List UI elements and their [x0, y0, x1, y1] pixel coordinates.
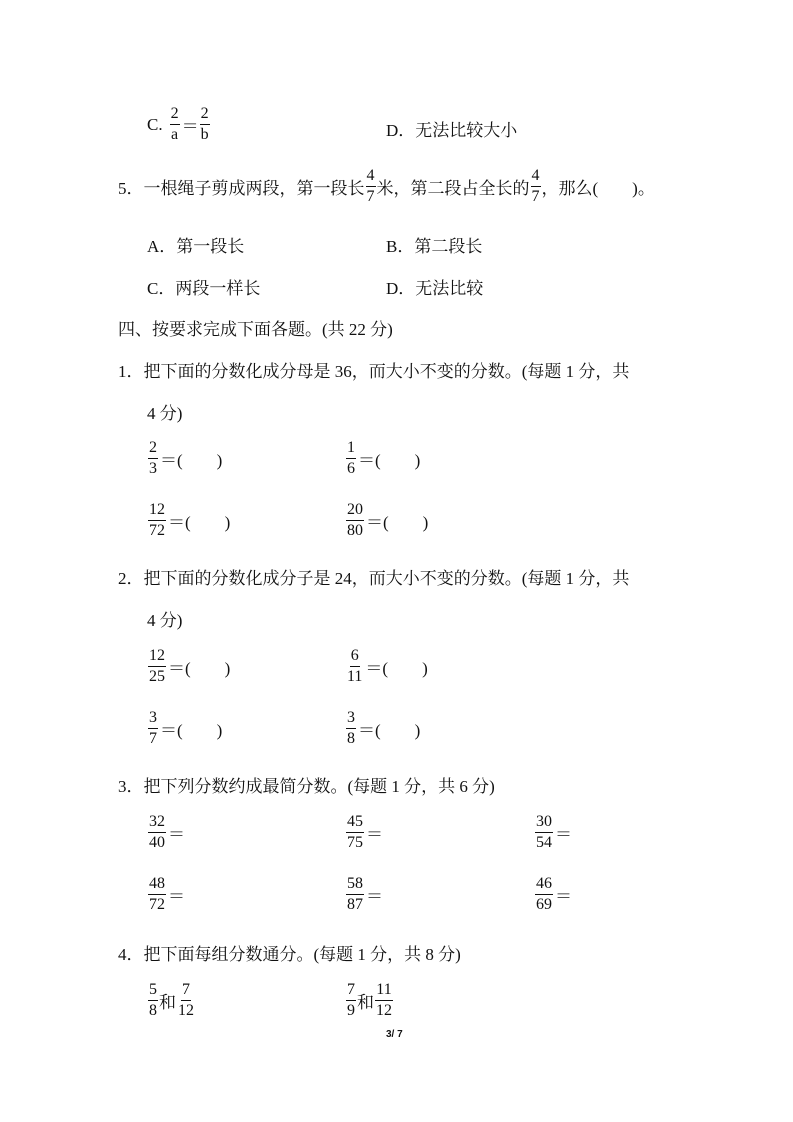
section-title: 四、按要求完成下面各题。(共 22 分): [118, 320, 393, 339]
problem-1-instruction-cont: 4 分): [147, 404, 183, 423]
p3-item: $\frac{48}{72}$ ＝: [149, 875, 185, 913]
fraction: $\frac{12}{25}$: [149, 647, 165, 685]
fraction: $\frac{3}{7}$: [149, 709, 157, 747]
fraction: $\frac{46}{69}$: [536, 875, 552, 913]
fraction: $\frac{4}{7}$: [531, 167, 540, 205]
equals-sign: ＝: [181, 117, 199, 136]
p2-item: $\frac{12}{25}$ ＝( ): [149, 647, 231, 685]
p1-item: $\frac{12}{72}$ ＝( ): [149, 501, 231, 539]
p3-item: $\frac{30}{54}$ ＝: [536, 813, 572, 851]
fraction: $\frac{45}{75}$: [347, 813, 363, 851]
fraction: $\frac{2}{3}$: [149, 439, 157, 477]
p4-group: $\frac{7}{9}$ 和 $\frac{11}{12}$: [347, 981, 392, 1019]
fraction: $\frac{2}{a}$: [170, 105, 179, 143]
q5-option-a: A．第一段长: [147, 237, 245, 256]
p1-item: $\frac{2}{3}$ ＝( ): [149, 439, 223, 477]
fraction: $\frac{11}{12}$: [376, 981, 392, 1019]
p1-item: $\frac{1}{6}$ ＝( ): [347, 439, 421, 477]
p3-item: $\frac{46}{69}$ ＝: [536, 875, 572, 913]
page-number: 3/ 7: [386, 1029, 403, 1040]
p2-item: $\frac{3}{7}$ ＝( ): [149, 709, 223, 747]
problem-1-instruction: 1．把下面的分数化成分母是 36，而大小不变的分数。(每题 1 分，共: [118, 362, 630, 381]
q5-question: 5．一根绳子剪成两段，第一段长 $\frac{4}{7}$ 米，第二段占全长的 $\frac{4}{7}$ ，那么( )。: [118, 167, 655, 205]
fraction: $\frac{48}{72}$: [149, 875, 165, 913]
fraction: $\frac{7}{12}$: [178, 981, 194, 1019]
fraction: $\frac{5}{8}$: [149, 981, 157, 1019]
p3-item: $\frac{45}{75}$ ＝: [347, 813, 383, 851]
fraction: $\frac{3}{8}$: [347, 709, 355, 747]
fraction: $\frac{4}{7}$: [366, 167, 375, 205]
p2-item: $\frac{6}{11}$ ＝( ): [347, 647, 428, 685]
problem-4-instruction: 4．把下面每组分数通分。(每题 1 分，共 8 分): [118, 945, 461, 964]
p1-item: $\frac{20}{80}$ ＝( ): [347, 501, 429, 539]
q4-option-d: D．无法比较大小: [386, 121, 518, 140]
fraction: $\frac{2}{b}$: [200, 105, 209, 143]
problem-2-instruction: 2．把下面的分数化成分子是 24，而大小不变的分数。(每题 1 分，共: [118, 569, 630, 588]
fraction: $\frac{58}{87}$: [347, 875, 363, 913]
q5-option-c: C．两段一样长: [147, 279, 261, 298]
fraction: $\frac{7}{9}$: [347, 981, 355, 1019]
option-label: C.: [147, 114, 163, 134]
p2-item: $\frac{3}{8}$ ＝( ): [347, 709, 421, 747]
problem-2-instruction-cont: 4 分): [147, 611, 183, 630]
p3-item: $\frac{32}{40}$ ＝: [149, 813, 185, 851]
q5-option-d: D．无法比较: [386, 279, 484, 298]
q5-option-b: B．第二段长: [386, 237, 483, 256]
fraction: $\frac{20}{80}$: [347, 501, 363, 539]
problem-3-instruction: 3．把下列分数约成最简分数。(每题 1 分，共 6 分): [118, 777, 495, 796]
p4-group: $\frac{5}{8}$ 和 $\frac{7}{12}$: [149, 981, 194, 1019]
fraction: $\frac{32}{40}$: [149, 813, 165, 851]
fraction: $\frac{12}{72}$: [149, 501, 165, 539]
p3-item: $\frac{58}{87}$ ＝: [347, 875, 383, 913]
fraction: $\frac{30}{54}$: [536, 813, 552, 851]
q4-option-c: [147, 106, 211, 143]
fraction: $\frac{1}{6}$: [347, 439, 355, 477]
fraction: $\frac{6}{11}$: [347, 647, 363, 685]
